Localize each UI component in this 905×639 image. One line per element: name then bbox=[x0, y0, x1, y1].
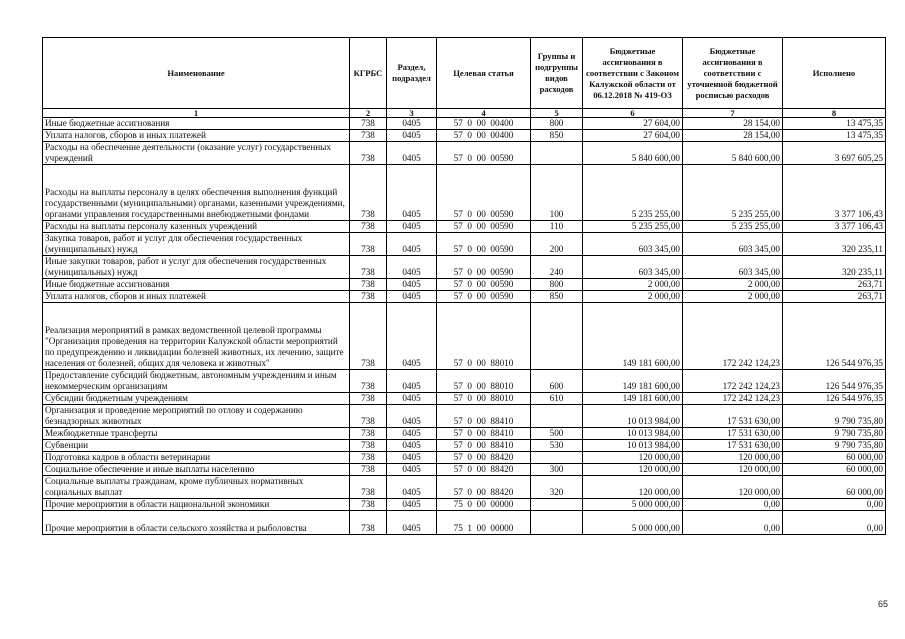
row-group: 500 bbox=[531, 428, 583, 440]
column-number: 3 bbox=[387, 109, 437, 118]
row-name: Иные бюджетные ассигнования bbox=[43, 279, 350, 291]
row-target: 57 0 00 00590 bbox=[437, 233, 531, 256]
row-executed: 320 235,11 bbox=[783, 233, 886, 256]
row-law-allocation: 5 235 255,00 bbox=[583, 165, 683, 221]
row-kgrbs: 738 bbox=[350, 405, 387, 428]
row-executed: 13 475,35 bbox=[783, 118, 886, 130]
budget-document bbox=[42, 37, 885, 535]
table-body bbox=[43, 118, 886, 535]
row-group: 800 bbox=[531, 118, 583, 130]
row-executed: 3 377 106,43 bbox=[783, 221, 886, 233]
row-kgrbs: 738 bbox=[350, 499, 387, 511]
table-row bbox=[43, 464, 886, 476]
row-target: 57 0 00 88420 bbox=[437, 464, 531, 476]
row-refined-allocation: 5 235 255,00 bbox=[683, 165, 783, 221]
row-target: 57 0 00 00590 bbox=[437, 256, 531, 279]
row-refined-allocation: 2 000,00 bbox=[683, 291, 783, 303]
row-section: 0405 bbox=[387, 511, 437, 535]
row-section: 0405 bbox=[387, 499, 437, 511]
row-section: 0405 bbox=[387, 464, 437, 476]
column-number: 1 bbox=[43, 109, 350, 118]
row-executed: 9 790 735,80 bbox=[783, 405, 886, 428]
row-name: Субсидии бюджетным учреждениям bbox=[43, 393, 350, 405]
row-law-allocation: 120 000,00 bbox=[583, 464, 683, 476]
row-name: Расходы на выплаты персоналу в целях обеспечения выполнения функций государственными (муниципальными) органами, казенными учреждениями, органами управления государственными внебюджетными фондами bbox=[43, 165, 350, 221]
row-refined-allocation: 120 000,00 bbox=[683, 452, 783, 464]
row-kgrbs: 738 bbox=[350, 511, 387, 535]
row-refined-allocation: 0,00 bbox=[683, 499, 783, 511]
row-section: 0405 bbox=[387, 370, 437, 393]
row-refined-allocation: 603 345,00 bbox=[683, 256, 783, 279]
row-refined-allocation: 28 154,00 bbox=[683, 130, 783, 142]
row-kgrbs: 738 bbox=[350, 165, 387, 221]
row-target: 75 1 00 00000 bbox=[437, 511, 531, 535]
row-kgrbs: 738 bbox=[350, 452, 387, 464]
row-name: Иные закупки товаров, работ и услуг для обеспечения государственных (муниципальных) нужд bbox=[43, 256, 350, 279]
row-section: 0405 bbox=[387, 452, 437, 464]
row-section: 0405 bbox=[387, 221, 437, 233]
row-name: Уплата налогов, сборов и иных платежей bbox=[43, 130, 350, 142]
table-row bbox=[43, 256, 886, 279]
row-target: 57 0 00 00400 bbox=[437, 130, 531, 142]
header-refined-allocations: Бюджетные ассигнования в соответствии с уточненной бюджетной росписью расходов bbox=[683, 38, 783, 109]
row-section: 0405 bbox=[387, 118, 437, 130]
row-refined-allocation: 5 235 255,00 bbox=[683, 221, 783, 233]
row-executed: 126 544 976,35 bbox=[783, 370, 886, 393]
column-number: 5 bbox=[531, 109, 583, 118]
row-target: 57 0 00 88010 bbox=[437, 370, 531, 393]
table-row bbox=[43, 428, 886, 440]
row-executed: 320 235,11 bbox=[783, 256, 886, 279]
budget-table bbox=[42, 37, 886, 535]
row-name: Расходы на обеспечение деятельности (оказание услуг) государственных учреждений bbox=[43, 142, 350, 165]
row-name: Реализация мероприятий в рамках ведомственной целевой программы "Организация проведения на территории Калужской области мероприятий по предупреждению и ликвидации болезней животных, их лечению, защите населения от болезней, общих для человека и животных" bbox=[43, 303, 350, 370]
row-section: 0405 bbox=[387, 130, 437, 142]
row-group: 100 bbox=[531, 165, 583, 221]
row-kgrbs: 738 bbox=[350, 118, 387, 130]
row-target: 57 0 00 00400 bbox=[437, 118, 531, 130]
row-group: 110 bbox=[531, 221, 583, 233]
row-target: 57 0 00 88420 bbox=[437, 452, 531, 464]
row-section: 0405 bbox=[387, 233, 437, 256]
row-kgrbs: 738 bbox=[350, 428, 387, 440]
row-kgrbs: 738 bbox=[350, 464, 387, 476]
table-row bbox=[43, 303, 886, 370]
row-kgrbs: 738 bbox=[350, 233, 387, 256]
row-refined-allocation: 5 840 600,00 bbox=[683, 142, 783, 165]
row-group: 240 bbox=[531, 256, 583, 279]
table-row bbox=[43, 233, 886, 256]
table-row bbox=[43, 291, 886, 303]
row-law-allocation: 120 000,00 bbox=[583, 452, 683, 464]
row-group bbox=[531, 142, 583, 165]
row-executed: 9 790 735,80 bbox=[783, 440, 886, 452]
row-target: 57 0 00 88420 bbox=[437, 476, 531, 499]
row-law-allocation: 5 000 000,00 bbox=[583, 499, 683, 511]
table-row bbox=[43, 370, 886, 393]
row-name: Закупка товаров, работ и услуг для обеспечения государственных (муниципальных) нужд bbox=[43, 233, 350, 256]
table-row bbox=[43, 499, 886, 511]
row-name: Прочие мероприятия в области сельского хозяйства и рыболовства bbox=[43, 511, 350, 535]
row-kgrbs: 738 bbox=[350, 440, 387, 452]
row-name: Межбюджетные трансферты bbox=[43, 428, 350, 440]
table-row bbox=[43, 279, 886, 291]
row-group: 320 bbox=[531, 476, 583, 499]
header-name: Наименование bbox=[43, 38, 350, 109]
row-kgrbs: 738 bbox=[350, 476, 387, 499]
table-row bbox=[43, 405, 886, 428]
row-section: 0405 bbox=[387, 291, 437, 303]
row-group: 300 bbox=[531, 464, 583, 476]
row-target: 57 0 00 88410 bbox=[437, 405, 531, 428]
row-name: Расходы на выплаты персоналу казенных учреждений bbox=[43, 221, 350, 233]
row-section: 0405 bbox=[387, 256, 437, 279]
table-row bbox=[43, 118, 886, 130]
row-section: 0405 bbox=[387, 405, 437, 428]
row-section: 0405 bbox=[387, 428, 437, 440]
row-name: Социальные выплаты гражданам, кроме публичных нормативных социальных выплат bbox=[43, 476, 350, 499]
row-group bbox=[531, 405, 583, 428]
row-refined-allocation: 28 154,00 bbox=[683, 118, 783, 130]
row-name: Предоставление субсидий бюджетным, автономным учреждениям и иным некоммерческим организациям bbox=[43, 370, 350, 393]
row-name: Уплата налогов, сборов и иных платежей bbox=[43, 291, 350, 303]
table-row bbox=[43, 511, 886, 535]
row-executed: 126 544 976,35 bbox=[783, 303, 886, 370]
table-row bbox=[43, 165, 886, 221]
row-executed: 60 000,00 bbox=[783, 464, 886, 476]
row-law-allocation: 120 000,00 bbox=[583, 476, 683, 499]
row-group: 530 bbox=[531, 440, 583, 452]
row-target: 57 0 00 88010 bbox=[437, 303, 531, 370]
row-group: 850 bbox=[531, 291, 583, 303]
row-group bbox=[531, 303, 583, 370]
row-executed: 60 000,00 bbox=[783, 452, 886, 464]
row-law-allocation: 10 013 984,00 bbox=[583, 428, 683, 440]
row-refined-allocation: 0,00 bbox=[683, 511, 783, 535]
row-refined-allocation: 17 531 630,00 bbox=[683, 428, 783, 440]
row-group bbox=[531, 499, 583, 511]
column-number: 6 bbox=[583, 109, 683, 118]
row-refined-allocation: 172 242 124,23 bbox=[683, 393, 783, 405]
row-refined-allocation: 120 000,00 bbox=[683, 464, 783, 476]
row-law-allocation: 27 604,00 bbox=[583, 118, 683, 130]
header-target: Целевая статья bbox=[437, 38, 531, 109]
row-kgrbs: 738 bbox=[350, 130, 387, 142]
row-name: Социальное обеспечение и иные выплаты населению bbox=[43, 464, 350, 476]
header-groups: Группы и подгруппы видов расходов bbox=[531, 38, 583, 109]
table-row bbox=[43, 142, 886, 165]
row-law-allocation: 10 013 984,00 bbox=[583, 440, 683, 452]
row-name: Субвенции bbox=[43, 440, 350, 452]
row-refined-allocation: 603 345,00 bbox=[683, 233, 783, 256]
row-executed: 60 000,00 bbox=[783, 476, 886, 499]
row-target: 57 0 00 00590 bbox=[437, 291, 531, 303]
row-kgrbs: 738 bbox=[350, 142, 387, 165]
column-number: 2 bbox=[350, 109, 387, 118]
row-name: Иные бюджетные ассигнования bbox=[43, 118, 350, 130]
row-refined-allocation: 17 531 630,00 bbox=[683, 405, 783, 428]
row-law-allocation: 149 181 600,00 bbox=[583, 393, 683, 405]
header-section: Раздел, подраздел bbox=[387, 38, 437, 109]
row-law-allocation: 149 181 600,00 bbox=[583, 303, 683, 370]
row-kgrbs: 738 bbox=[350, 370, 387, 393]
row-executed: 263,71 bbox=[783, 279, 886, 291]
row-target: 57 0 00 00590 bbox=[437, 165, 531, 221]
row-law-allocation: 2 000,00 bbox=[583, 291, 683, 303]
row-law-allocation: 603 345,00 bbox=[583, 256, 683, 279]
table-row bbox=[43, 476, 886, 499]
header-row bbox=[43, 38, 886, 109]
row-executed: 9 790 735,80 bbox=[783, 428, 886, 440]
table-row bbox=[43, 130, 886, 142]
row-section: 0405 bbox=[387, 303, 437, 370]
row-section: 0405 bbox=[387, 393, 437, 405]
row-name: Прочие мероприятия в области национальной экономики bbox=[43, 499, 350, 511]
row-target: 57 0 00 88410 bbox=[437, 440, 531, 452]
row-group: 800 bbox=[531, 279, 583, 291]
row-law-allocation: 5 000 000,00 bbox=[583, 511, 683, 535]
row-group: 610 bbox=[531, 393, 583, 405]
row-group: 850 bbox=[531, 130, 583, 142]
row-section: 0405 bbox=[387, 165, 437, 221]
row-executed: 3 377 106,43 bbox=[783, 165, 886, 221]
row-law-allocation: 149 181 600,00 bbox=[583, 370, 683, 393]
table-row bbox=[43, 440, 886, 452]
row-law-allocation: 5 235 255,00 bbox=[583, 221, 683, 233]
row-executed: 0,00 bbox=[783, 499, 886, 511]
row-target: 57 0 00 88410 bbox=[437, 428, 531, 440]
row-target: 57 0 00 00590 bbox=[437, 221, 531, 233]
row-law-allocation: 5 840 600,00 bbox=[583, 142, 683, 165]
table-row bbox=[43, 393, 886, 405]
table-row bbox=[43, 221, 886, 233]
row-target: 75 0 00 00000 bbox=[437, 499, 531, 511]
row-name: Подготовка кадров в области ветеринарии bbox=[43, 452, 350, 464]
row-section: 0405 bbox=[387, 142, 437, 165]
row-kgrbs: 738 bbox=[350, 393, 387, 405]
row-group bbox=[531, 452, 583, 464]
row-name: Организация и проведение мероприятий по отлову и содержанию безнадзорных животных bbox=[43, 405, 350, 428]
row-executed: 3 697 605,25 bbox=[783, 142, 886, 165]
row-refined-allocation: 172 242 124,23 bbox=[683, 370, 783, 393]
row-executed: 263,71 bbox=[783, 291, 886, 303]
column-number: 7 bbox=[683, 109, 783, 118]
header-executed: Исполнено bbox=[783, 38, 886, 109]
row-target: 57 0 00 00590 bbox=[437, 279, 531, 291]
row-law-allocation: 2 000,00 bbox=[583, 279, 683, 291]
row-executed: 126 544 976,35 bbox=[783, 393, 886, 405]
row-kgrbs: 738 bbox=[350, 221, 387, 233]
row-refined-allocation: 2 000,00 bbox=[683, 279, 783, 291]
column-number-row bbox=[43, 109, 886, 118]
table-row bbox=[43, 452, 886, 464]
row-refined-allocation: 172 242 124,23 bbox=[683, 303, 783, 370]
row-section: 0405 bbox=[387, 279, 437, 291]
row-executed: 13 475,35 bbox=[783, 130, 886, 142]
column-number: 4 bbox=[437, 109, 531, 118]
row-law-allocation: 10 013 984,00 bbox=[583, 405, 683, 428]
row-refined-allocation: 17 531 630,00 bbox=[683, 440, 783, 452]
row-group bbox=[531, 511, 583, 535]
row-kgrbs: 738 bbox=[350, 303, 387, 370]
row-law-allocation: 603 345,00 bbox=[583, 233, 683, 256]
row-group: 600 bbox=[531, 370, 583, 393]
row-executed: 0,00 bbox=[783, 511, 886, 535]
row-target: 57 0 00 88010 bbox=[437, 393, 531, 405]
row-refined-allocation: 120 000,00 bbox=[683, 476, 783, 499]
row-section: 0405 bbox=[387, 440, 437, 452]
header-kgrbs: КГРБС bbox=[350, 38, 387, 109]
row-target: 57 0 00 00590 bbox=[437, 142, 531, 165]
column-number: 8 bbox=[783, 109, 886, 118]
row-kgrbs: 738 bbox=[350, 256, 387, 279]
row-kgrbs: 738 bbox=[350, 291, 387, 303]
page-number: 65 bbox=[878, 599, 889, 609]
row-group: 200 bbox=[531, 233, 583, 256]
header-law-allocations: Бюджетные ассигнования в соответствии с Законом Калужской области от 06.12.2018 № 419-ОЗ bbox=[583, 38, 683, 109]
row-section: 0405 bbox=[387, 476, 437, 499]
row-kgrbs: 738 bbox=[350, 279, 387, 291]
row-law-allocation: 27 604,00 bbox=[583, 130, 683, 142]
